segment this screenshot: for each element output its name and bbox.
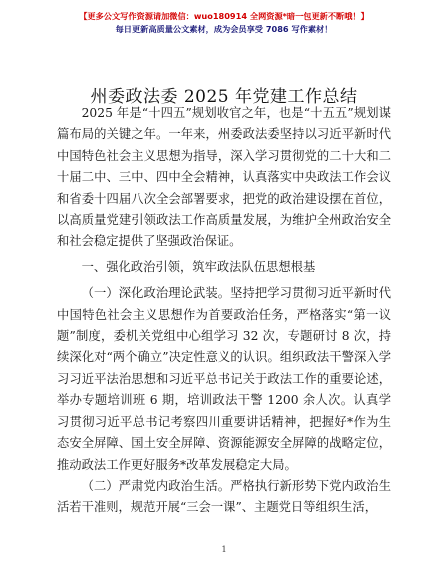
promo-line-1: 【更多公文写作资源请加微信：wuo180914 全网资源*暗一包更新不断哦！】 <box>79 11 369 21</box>
promo-banner <box>0 10 448 36</box>
document-body <box>57 103 391 519</box>
page-number: 1 <box>221 545 227 554</box>
promo-line-2: 每日更新高质量公文素材，成为会员享受 7086 写作素材！ <box>115 24 333 34</box>
section-heading: 一、强化政治引领，筑牢政法队伍思想根基 <box>81 259 316 274</box>
document-title: 州委政法委 2025 年党建工作总结 <box>90 87 358 107</box>
intro-paragraph: 2025 年是“十四五”规划收官之年，也是“十五五”规划谋篇布局的关键之年。一年来，州委政法委坚持以习近平新时代中国特色社会主义思想为指导，深入学习贯彻党的二十大和二十届二中、三中、四中全会精神，认真落实中央政法工作会议和省委十四届八次全会部署要求，把党的政治建设摆在首位，以高质量党建引领政法工作高质量发展，为维护全州政治安全和社会稳定提供了坚强政治保证。 <box>57 106 391 249</box>
subsection-paragraph-2: （二）严肃党内政治生活。严格执行新形势下党内政治生活若干准则，规范开展“三会一课”、主题党日等组织生活， <box>57 478 391 515</box>
subsection-paragraph-1: （一）深化政治理论武装。坚持把学习贯彻习近平新时代中国特色社会主义思想作为首要政治任务，严格落实“第一议题”制度，委机关党组中心组学习 32 次，专题研讨 8 次，持续深化对“两个确立”决定性意义的认识。组织政法干警深入学习习近平法治思想和习近平总书记关于政法工作的重要论述，举办专题培训班 6 期，培训政法干警 1200 余人次。认真学习贯彻习近平总书记考察四川重要讲话精神，把握好*作为生态安全屏障、国土安全屏障、资源能源安全屏障的战略定位，推动政法工作更好服务*改革发展稳定大局。 <box>57 286 391 472</box>
